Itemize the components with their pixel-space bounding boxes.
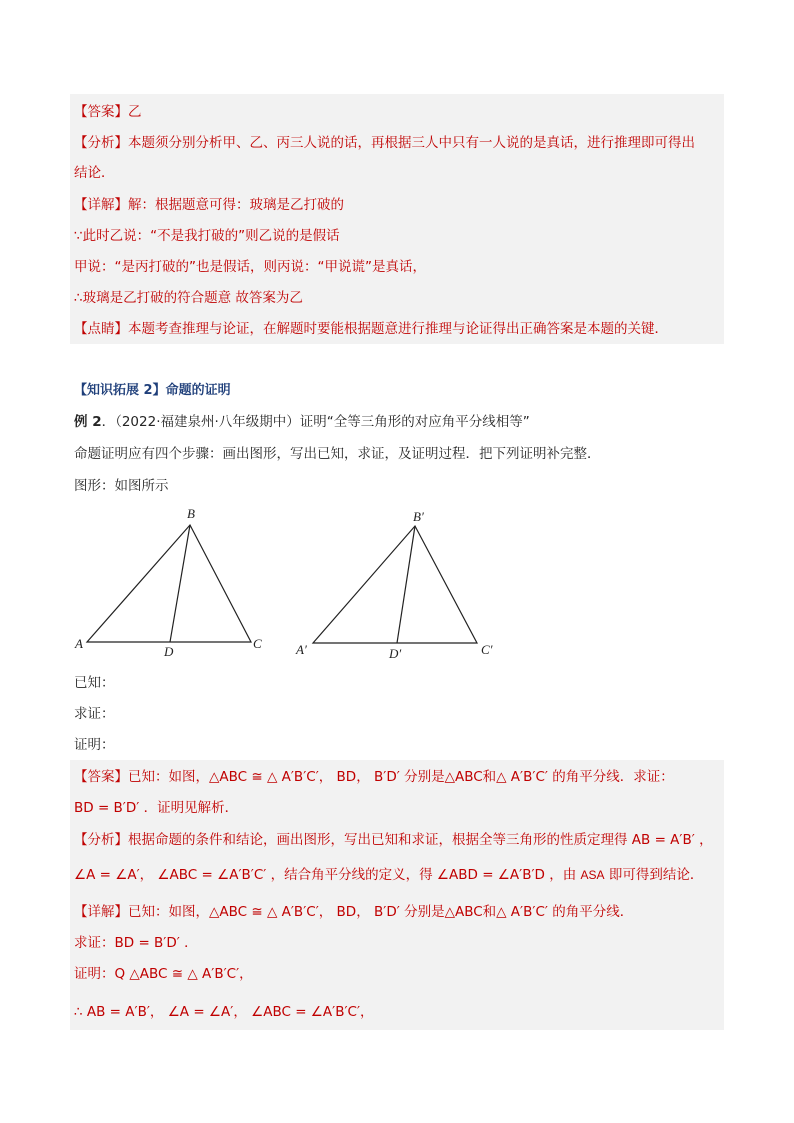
analysis2-text: 根据命题的条件和结论，画出图形，写出已知和求证，根据全等三角形的性质定理得 AB = A′B′ ，: [128, 832, 713, 848]
example-label: 例 2: [74, 414, 102, 430]
analysis2-tag: 【分析】: [74, 832, 128, 848]
proof-label: 证明：: [74, 737, 115, 753]
analysis-text: 本题须分别分析甲、乙、丙三人说的话，再根据三人中只有一人说的是真话，进行推理即可得出: [128, 135, 695, 151]
analysis2-line-1: [74, 830, 713, 850]
label-A-prime: A′: [296, 642, 307, 657]
example-source: ．（2022·福建泉州·八年级期中）: [101, 414, 300, 430]
label-C: C: [253, 636, 262, 651]
asa-term: ASA: [580, 868, 605, 882]
triangle-abc-prime: [313, 526, 477, 643]
answer-text: 乙: [128, 104, 142, 120]
detail2-line-1: [74, 902, 633, 922]
section-heading: 【知识拓展 2】命题的证明: [74, 383, 231, 398]
analysis-line-1: [74, 133, 695, 153]
known-label: 已知：: [74, 675, 115, 691]
answer-tag: 【答案】: [74, 104, 128, 120]
detail-tag: 【详解】: [74, 197, 128, 213]
triangle-abc: [87, 525, 251, 642]
label-B: B: [187, 506, 195, 521]
proof2-line-1: 证明：Q △ABC ≅ △ A′B′C′，: [74, 966, 253, 982]
analysis2-line-2: [74, 865, 703, 885]
answer2-line-1: [74, 767, 674, 787]
triangles-figure: [0, 500, 794, 670]
proof2-line-2: ∴ AB = A′B′， ∠A = ∠A′， ∠ABC = ∠A′B′C′，: [74, 1004, 374, 1020]
answer2-text: 已知：如图，△ABC ≅ △ A′B′C′， BD， B′D′ 分别是△ABC和△ A′B′C′ 的角平分线．求证：: [128, 769, 674, 785]
detail-text: 解：根据题意可得：玻璃是乙打破的: [128, 197, 344, 213]
detail-line-4: ∴玻璃是乙打破的符合题意 故答案为乙: [74, 290, 303, 306]
label-D: D: [164, 644, 174, 659]
analysis2-text-2b: 即可得到结论．: [608, 867, 704, 883]
answer-line-1: [74, 102, 142, 122]
comment-line: [74, 319, 668, 339]
analysis2-text-2a: ∠A = ∠A′， ∠ABC = ∠A′B′C′ ，结合角平分线的定义，得 ∠ABD = ∠A′B′D ，由: [74, 867, 577, 883]
prove2-line: 求证：BD = B′D′ ．: [74, 935, 198, 951]
label-B-prime: B′: [413, 509, 424, 524]
detail-line-1: [74, 195, 344, 215]
detail-line-2: ∵此时乙说：“不是我打破的”则乙说的是假话: [74, 228, 340, 244]
detail2-tag: 【详解】: [74, 904, 128, 920]
figure-caption: 图形：如图所示: [74, 478, 169, 494]
label-A: A: [75, 636, 83, 651]
answer2-line-2: BD = B′D′ ．证明见解析．: [74, 800, 239, 816]
label-C-prime: C′: [481, 642, 493, 657]
instruction-line: 命题证明应有四个步骤：画出图形，写出已知，求证，及证明过程．把下列证明补完整．: [74, 446, 601, 462]
example-text: 证明“全等三角形的对应角平分线相等”: [299, 414, 530, 430]
label-D-prime: D′: [389, 646, 402, 661]
detail2-text: 已知：如图，△ABC ≅ △ A′B′C′， BD， B′D′ 分别是△ABC和△ A′B′C′ 的角平分线．: [128, 904, 634, 920]
prove-label: 求证：: [74, 706, 115, 722]
detail-line-3: 甲说：“是丙打破的”也是假话，则丙说：“甲说谎”是真话，: [74, 259, 426, 275]
example-line: [74, 412, 530, 432]
analysis-tag: 【分析】: [74, 135, 128, 151]
comment-text: 本题考查推理与论证，在解题时要能根据题意进行推理与论证得出正确答案是本题的关键．: [128, 321, 668, 337]
answer2-tag: 【答案】: [74, 769, 128, 785]
analysis-line-2: 结论．: [74, 165, 115, 181]
comment-tag: 【点睛】: [74, 321, 128, 337]
